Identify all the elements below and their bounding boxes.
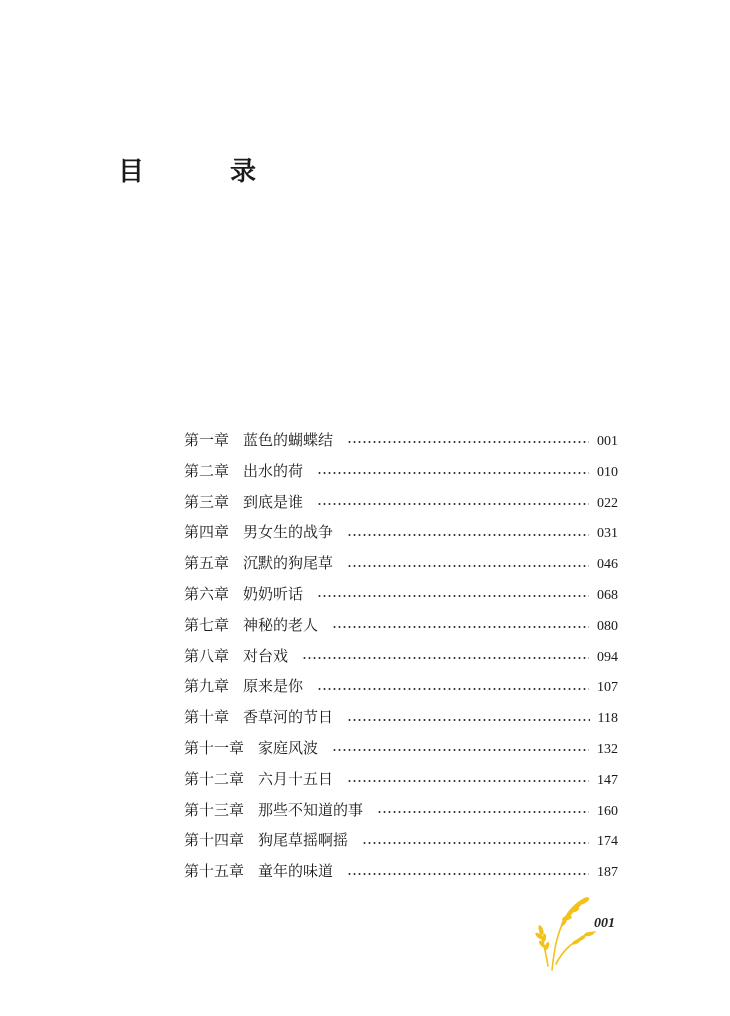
toc-chapter: 第九章 (184, 677, 230, 696)
toc-page-number: 001 (597, 434, 618, 449)
toc-chapter: 第四章 (184, 523, 230, 542)
toc-entry[interactable] (184, 579, 618, 610)
toc-dot-leader (377, 811, 589, 813)
toc-dot-leader (347, 719, 589, 721)
toc-page-number: 068 (597, 587, 618, 603)
toc-dot-leader (347, 534, 589, 536)
toc-dot-leader (347, 873, 589, 875)
toc-chapter-name: 奶奶听话 (243, 584, 304, 603)
toc-entry[interactable] (184, 856, 618, 887)
toc-chapter-name: 男女生的战争 (243, 523, 334, 542)
page-title: 目 录 (118, 157, 287, 187)
toc-chapter: 第三章 (184, 492, 230, 511)
toc-chapter: 第八章 (184, 646, 230, 665)
toc-chapter-name: 对台戏 (243, 646, 289, 665)
toc-entry[interactable] (184, 641, 618, 672)
toc-page-number: 010 (597, 464, 618, 480)
toc-chapter-name: 狗尾草摇啊摇 (258, 831, 349, 850)
toc-entry[interactable] (184, 456, 618, 487)
toc-page-number: 132 (597, 741, 618, 757)
wheat-ornament-icon (534, 892, 596, 972)
toc-dot-leader (362, 842, 589, 844)
toc-entry[interactable] (184, 733, 618, 764)
table-of-contents (184, 425, 618, 887)
toc-chapter: 第十四章 (184, 831, 245, 850)
toc-chapter-name: 六月十五日 (258, 769, 334, 788)
toc-dot-leader (317, 688, 589, 690)
toc-dot-leader (317, 503, 589, 505)
toc-dot-leader (317, 595, 589, 597)
page-number: 001 (594, 916, 615, 931)
toc-chapter-name: 原来是你 (243, 677, 304, 696)
toc-chapter: 第一章 (184, 431, 230, 449)
toc-entry[interactable] (184, 610, 618, 641)
toc-page-number: 160 (597, 803, 618, 819)
toc-chapter: 第六章 (184, 584, 230, 603)
toc-chapter: 第五章 (184, 554, 230, 573)
toc-dot-leader (347, 565, 589, 567)
toc-entry[interactable] (184, 425, 618, 456)
toc-dot-leader (302, 657, 589, 659)
toc-chapter: 第十章 (184, 708, 230, 727)
toc-page-number: 046 (597, 557, 618, 573)
toc-dot-leader (332, 626, 589, 628)
toc-page-number: 107 (597, 680, 618, 696)
toc-page-number: 118 (597, 711, 618, 727)
toc-page-number: 174 (597, 834, 618, 850)
toc-entry[interactable] (184, 795, 618, 826)
toc-chapter-name: 那些不知道的事 (258, 800, 364, 819)
toc-entry[interactable] (184, 548, 618, 579)
toc-dot-leader (347, 780, 589, 782)
toc-chapter-name: 沉默的狗尾草 (243, 554, 334, 573)
toc-page-number: 031 (597, 526, 618, 542)
toc-chapter-name: 到底是谁 (243, 492, 304, 511)
toc-chapter-name: 神秘的老人 (243, 615, 319, 634)
toc-chapter: 第十一章 (184, 738, 245, 757)
toc-chapter: 第二章 (184, 461, 230, 480)
toc-entry[interactable] (184, 825, 618, 856)
toc-page-number: 187 (597, 865, 618, 881)
toc-dot-leader (317, 472, 589, 474)
toc-chapter-name: 香草河的节日 (243, 708, 334, 727)
toc-chapter-name: 童年的味道 (258, 862, 334, 881)
toc-page-number: 080 (597, 618, 618, 634)
toc-page-number: 147 (597, 772, 618, 788)
toc-dot-leader (347, 441, 589, 443)
toc-page-number: 022 (597, 495, 618, 511)
toc-chapter-name: 家庭风波 (258, 738, 319, 757)
toc-chapter: 第十三章 (184, 800, 245, 819)
toc-chapter: 第十二章 (184, 769, 245, 788)
toc-page-number: 094 (597, 649, 618, 665)
toc-entry[interactable] (184, 487, 618, 518)
toc-entry[interactable] (184, 764, 618, 795)
toc-entry[interactable] (184, 517, 618, 548)
toc-chapter: 第七章 (184, 615, 230, 634)
toc-entry[interactable] (184, 671, 618, 702)
toc-chapter-name: 蓝色的蝴蝶结 (243, 431, 334, 449)
toc-entry[interactable] (184, 702, 618, 733)
toc-chapter: 第十五章 (184, 862, 245, 881)
toc-chapter-name: 出水的荷 (243, 461, 304, 480)
toc-dot-leader (332, 749, 589, 751)
